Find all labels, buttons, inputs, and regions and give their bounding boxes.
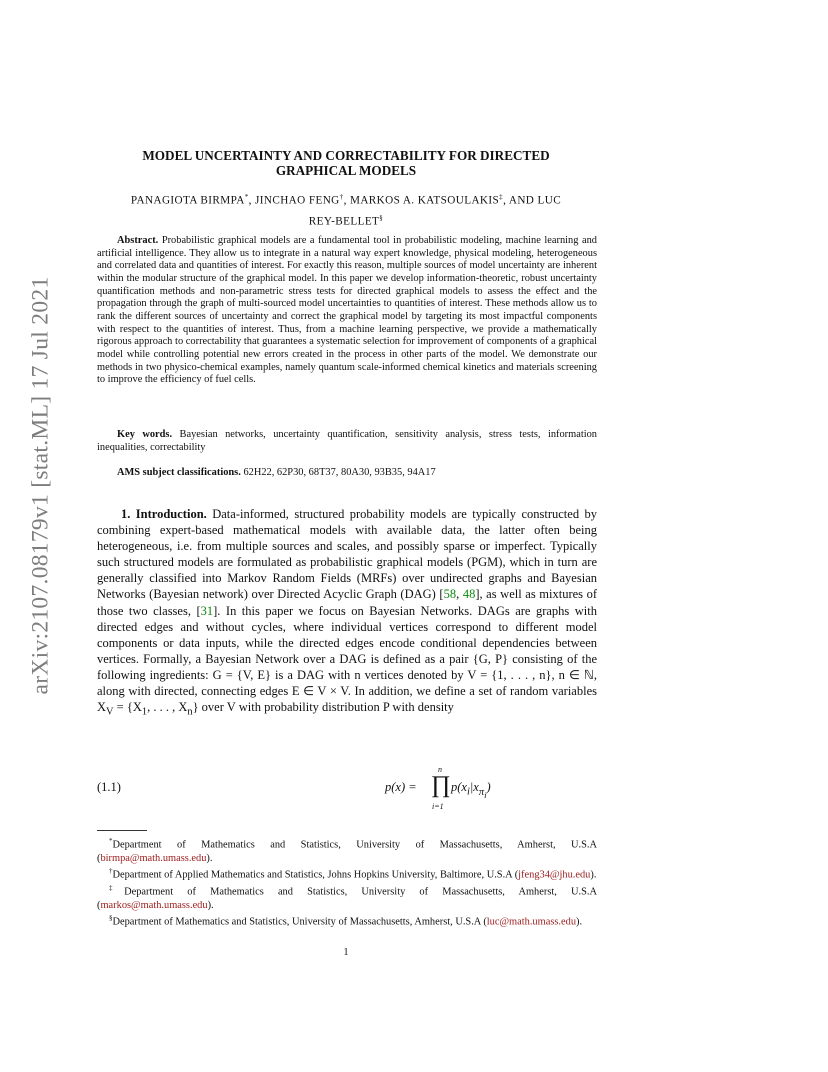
subscript-1: 1 — [141, 706, 148, 718]
citation-link[interactable]: 58 — [443, 587, 457, 602]
introduction-paragraph — [97, 506, 597, 721]
keywords — [97, 429, 597, 454]
intro-text-3: ]. In this paper we focus on Bayesian Networks. DAGs are graphs with directed edges and without cycles, where individual vertices correspond to different model components or data inputs, while the directed edges encode conditional dependencies between vertices. Formally, a Bayesian Network over a DAG is defined as a pair {G, P} consisting of the following ingredients: G = {V, E} is a DAG with n vertices denoted by V = {1, . . . , n}, n ∈ ℕ, along with directed, connecting edges E ∈ V × V. In addition, we define a set of random variables X — [97, 603, 598, 715]
equation-rhs — [451, 780, 491, 800]
citation-link[interactable]: 48 — [462, 587, 476, 602]
footnote-end: ). — [207, 899, 214, 911]
rhs-p: p(x — [451, 780, 467, 794]
citation-separator: , — [456, 587, 463, 602]
author-line-1 — [100, 189, 592, 210]
footnote-end: ). — [206, 852, 213, 864]
equation-body — [385, 765, 525, 811]
email-link[interactable]: luc@math.umass.edu — [486, 916, 577, 928]
rhs-sub-i: i — [466, 786, 470, 798]
footnote-mark: * — [109, 837, 113, 845]
affil-mark-1: * — [244, 193, 249, 201]
citation-link[interactable]: 31 — [200, 603, 214, 618]
product-upper-limit: n — [438, 765, 442, 774]
footnote-text: Department of Applied Mathematics and Statistics, Johns Hopkins University, Baltimore, U.S.A ( — [112, 869, 519, 881]
email-link[interactable]: markos@math.umass.edu — [100, 899, 208, 911]
intro-text-4: = {X — [113, 700, 142, 715]
rhs-close: ) — [486, 780, 491, 794]
footnote-mark: § — [109, 913, 113, 922]
footnote-end: ). — [576, 916, 583, 928]
arxiv-stamp-text: arXiv:2107.08179v1 [stat.ML] 17 Jul 2021 — [27, 276, 54, 694]
footnote-mark: † — [109, 867, 113, 876]
author-birmpa: PANAGIOTA BIRMPA — [130, 194, 245, 207]
intro-text-2: ], as well as mixtures of those two classes, [ — [97, 587, 598, 618]
subscript-n: n — [187, 706, 193, 718]
ams-text: 62H22, 62P30, 68T37, 80A30, 93B35, 94A17 — [243, 467, 436, 478]
abstract-text: Probabilistic graphical models are a fundamental tool in probabilistic modeling, machine learning and artificial intelligence. They allow us to integrate in a natural way expert knowledge, physical modeling, heterogeneous and correlated data and quantities of interest. For exactly this reason, multiple sources of model uncertainty are inherent within the modular structure of the graphical model. In this paper we develop information-theoretic, robust uncertainty quantification methods and non-parametric stress tests for directed graphical models to assess the effect and the propagation through the graph of multi-sourced model uncertainties to quantities of interest. These methods allow us to rank the different sources of uncertainty and correct the graphical model by targeting its most impactful components with respect to the quantities of interest. Thus, from a machine learning perspective, we provide a mathematically rigorous approach to correctability that guarantees a systematic selection for improvement of components of a graphical model while controlling potential new errors created in the process in other parts of the model. We demonstrate our methods in two physico-chemical examples, namely quantum scale-informed chemical kinetics and materials screening to improve the efficiency of fuel cells. — [97, 235, 597, 386]
intro-text-1: Data-informed, structured probability models are typically constructed by combining expert-based mathematical models with available data, the latter often being heterogeneous, i.e. from multiple sources and scales, and possibly sparse or imperfect. Typically such structured models are formulated as probabilistic graphical models (PGM), which in turn are generally classified into Markov Random Fields (MRFs) over undirected graphs and Bayesian Networks (Bayesian network) over Directed Acyclic Graph (DAG) [ — [97, 507, 598, 602]
equation-lhs: p(x) = — [385, 780, 417, 794]
author-and-luc: , AND LUC — [503, 194, 562, 207]
footnote — [97, 912, 597, 929]
footnote — [97, 865, 597, 882]
ams-label: AMS subject classifications. — [117, 467, 241, 478]
email-link[interactable]: jfeng34@jhu.edu — [518, 869, 591, 881]
affil-mark-3: ‡ — [499, 193, 504, 201]
affil-mark-2: † — [339, 193, 344, 201]
footnote — [97, 882, 597, 912]
affil-mark-4: § — [379, 213, 384, 222]
rhs-pi: π — [478, 786, 485, 798]
title-line-2: GRAPHICAL MODELS — [275, 163, 417, 178]
footnotes — [97, 835, 597, 929]
footnote-text: Department of Mathematics and Statistics, University of Massachusetts, Amherst, U.S.A ( — [97, 886, 598, 911]
intro-text-5: , . . . , X — [147, 700, 188, 715]
footnote-text: Department of Mathematics and Statistics, University of Massachusetts, Amherst, U.S.A ( — [97, 839, 597, 864]
author-katsoulakis: , MARKOS A. KATSOULAKIS — [343, 194, 500, 207]
footnote-rule — [97, 830, 147, 831]
intro-text-6: } over V with probability distribution P with density — [192, 700, 454, 715]
author-line-2 — [100, 210, 592, 231]
equation-number: (1.1) — [97, 780, 121, 794]
page-number: 1 — [343, 947, 349, 958]
keywords-text: Bayesian networks, uncertainty quantification, sensitivity analysis, stress tests, information inequalities, correctability — [97, 429, 598, 453]
rhs-pi-i: i — [484, 789, 487, 800]
title-line-1: MODEL UNCERTAINTY AND CORRECTABILITY FOR DIRECTED — [142, 148, 550, 163]
abstract-label: Abstract. — [117, 235, 159, 246]
footnote-mark: ‡ — [109, 883, 125, 892]
email-link[interactable]: birmpa@math.umass.edu — [100, 852, 207, 864]
equation-1-1 — [97, 760, 597, 810]
author-feng: , JINCHAO FENG — [248, 194, 340, 207]
product-lower-limit: i=1 — [432, 802, 444, 811]
footnote-end: ). — [590, 869, 597, 881]
subscript-v: V — [106, 706, 114, 718]
footnote-text: Department of Mathematics and Statistics, University of Massachusetts, Amherst, U.S.A ( — [112, 916, 487, 928]
author-rey-bellet: REY-BELLET — [308, 215, 380, 228]
product-symbol: ∏ — [431, 772, 451, 798]
rhs-given: |x — [469, 780, 479, 794]
ams-classifications — [117, 467, 597, 480]
section-heading: 1. Introduction. — [121, 507, 207, 521]
footnote — [97, 835, 597, 865]
abstract — [97, 235, 597, 387]
keywords-label: Key words. — [117, 429, 173, 440]
arxiv-stamp — [20, 276, 62, 694]
rhs-sub-pi — [479, 787, 487, 798]
paper-title — [96, 148, 596, 178]
author-list — [100, 189, 592, 230]
